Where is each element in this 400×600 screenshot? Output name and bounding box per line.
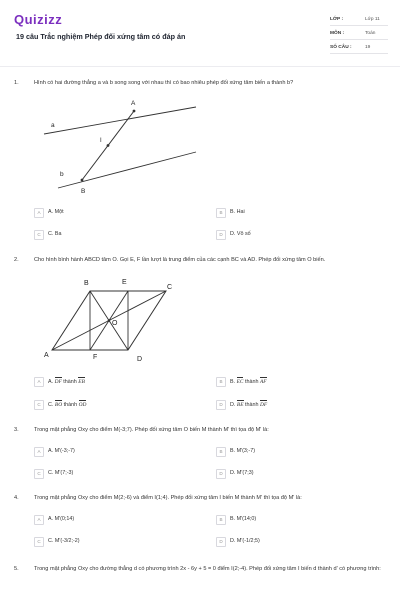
- point-b: [81, 179, 84, 182]
- figure-parallelogram: [14, 257, 390, 372]
- vector-1: DF: [54, 379, 62, 385]
- question-text: Hình có hai đường thẳng a và b song song với nhau thì có bao nhiêu phép đối xứng tâm biến a thành b?: [34, 80, 294, 86]
- option-label: B. M'(3;-7): [230, 448, 255, 454]
- option-label: D. M'(7;3): [230, 470, 254, 476]
- option-d[interactable]: [216, 537, 366, 547]
- label-B: B: [84, 280, 89, 287]
- meta-key: LỚP :: [330, 17, 344, 22]
- option-c[interactable]: [34, 400, 184, 410]
- quizizz-logo: Quizizz: [14, 12, 63, 27]
- option-label: C. M'(7;-3): [48, 470, 74, 476]
- option-letter: B: [216, 377, 226, 387]
- option-label: [48, 401, 86, 408]
- option-d[interactable]: [216, 400, 366, 410]
- point-o: [108, 319, 111, 322]
- option-letter: D: [216, 400, 226, 410]
- vector-2: DF: [260, 402, 268, 408]
- question-3: [14, 427, 390, 487]
- question-5: [14, 566, 390, 596]
- question-number: 4.: [14, 495, 19, 501]
- label-A: A: [44, 352, 49, 359]
- vector-1: BE: [236, 402, 244, 408]
- option-prefix: A.: [48, 379, 54, 385]
- figure-parallel-lines: [14, 80, 390, 200]
- option-d[interactable]: [216, 230, 366, 240]
- vector-1: EC: [236, 379, 244, 385]
- option-label: D. M'(-1/2;5): [230, 538, 260, 544]
- vector-1: BO: [54, 402, 63, 408]
- label-B: B: [81, 188, 86, 195]
- option-letter: C: [34, 230, 44, 240]
- option-label: B. M'(14;0): [230, 516, 257, 522]
- question-number: 1.: [14, 80, 19, 86]
- question-text: Trong mặt phẳng Oxy cho điểm M(-3;7). Phép đối xứng tâm O biến M thành M' thì tọa độ M' là:: [34, 427, 269, 433]
- option-prefix: D.: [230, 402, 236, 408]
- option-b[interactable]: [216, 208, 366, 218]
- option-label: [48, 378, 85, 385]
- question-text: Trong mặt phẳng Oxy cho đường thẳng d có phương trình 2x - 6y + 5 = 0 điểm I(2;-4). Phép đối xứng tâm I biến d thành d' có phương trình:: [34, 566, 381, 572]
- option-label: A. M'(-3;-7): [48, 448, 75, 454]
- question-4: [14, 495, 390, 555]
- option-letter: B: [216, 515, 226, 525]
- option-prefix: C.: [48, 402, 54, 408]
- option-connector: thành: [63, 402, 78, 408]
- question-text: Trong mặt phẳng Oxy cho điểm M(2;-6) và điểm I(1;4). Phép đối xứng tâm I biến M thành M' thì tọa độ M' là:: [34, 495, 302, 501]
- option-letter: B: [216, 447, 226, 457]
- option-letter: C: [34, 537, 44, 547]
- option-label: A. M'(0;14): [48, 516, 75, 522]
- option-label: C. Ba: [48, 231, 62, 237]
- meta-value: Lớp 11: [365, 17, 380, 22]
- option-a[interactable]: [34, 447, 184, 457]
- option-connector: thành: [245, 402, 259, 408]
- question-number: 3.: [14, 427, 19, 433]
- option-a[interactable]: [34, 515, 184, 525]
- option-connector: thành: [63, 379, 77, 385]
- label-F: F: [93, 354, 98, 361]
- label-A: A: [131, 100, 136, 107]
- meta-key: MÔN :: [330, 31, 345, 36]
- option-letter: D: [216, 230, 226, 240]
- label-b: b: [60, 171, 64, 178]
- option-b[interactable]: [216, 515, 366, 525]
- document-title: 19 câu Trắc nghiệm Phép đối xứng tâm có đáp án: [16, 32, 186, 41]
- option-label: A. Một: [48, 209, 64, 215]
- question-number: 2.: [14, 257, 19, 263]
- option-b[interactable]: [216, 447, 366, 457]
- option-letter: A: [34, 208, 44, 218]
- vector-2: OD: [78, 402, 87, 408]
- page-header: [0, 0, 400, 62]
- option-d[interactable]: [216, 469, 366, 479]
- label-O: O: [112, 320, 118, 327]
- option-b[interactable]: [216, 377, 366, 387]
- meta-value: Toán: [365, 31, 376, 36]
- meta-value: 19: [365, 45, 371, 50]
- meta-subject: [330, 28, 388, 40]
- point-a: [133, 110, 136, 113]
- option-c[interactable]: [34, 469, 184, 479]
- option-c[interactable]: [34, 230, 184, 240]
- question-1: [14, 80, 390, 250]
- question-text: Cho hình bình hành ABCD tâm O. Gọi E, F lần lượt là trung điểm của các cạnh BC và AD. Phép đối xứng tâm O biến.: [34, 257, 326, 263]
- label-E: E: [122, 279, 127, 286]
- option-letter: C: [34, 469, 44, 479]
- label-I: I: [100, 138, 102, 144]
- option-label: C. M'(-3/2;-2): [48, 538, 80, 544]
- meta-count: [330, 42, 388, 54]
- option-label: D. Vô số: [230, 231, 251, 237]
- question-number: 5.: [14, 566, 19, 572]
- option-letter: D: [216, 537, 226, 547]
- option-connector: thành: [244, 379, 259, 385]
- option-a[interactable]: [34, 377, 184, 387]
- vector-2: EB: [78, 379, 85, 385]
- option-letter: B: [216, 208, 226, 218]
- option-label: [230, 401, 267, 408]
- option-letter: C: [34, 400, 44, 410]
- option-letter: A: [34, 377, 44, 387]
- option-a[interactable]: [34, 208, 184, 218]
- option-label: [230, 378, 267, 385]
- label-C: C: [167, 284, 173, 291]
- question-2: [14, 257, 390, 417]
- label-a: a: [51, 122, 55, 129]
- option-prefix: B.: [230, 379, 236, 385]
- meta-key: SỐ CÂU :: [330, 45, 352, 50]
- header-divider: [0, 66, 400, 67]
- option-c[interactable]: [34, 537, 184, 547]
- option-label: B. Hai: [230, 209, 245, 215]
- meta-class: [330, 14, 388, 26]
- line-b: [58, 152, 196, 188]
- option-letter: A: [34, 447, 44, 457]
- option-letter: A: [34, 515, 44, 525]
- point-i: [107, 144, 110, 147]
- option-letter: D: [216, 469, 226, 479]
- vector-2: AF: [259, 379, 267, 385]
- label-D: D: [137, 356, 143, 363]
